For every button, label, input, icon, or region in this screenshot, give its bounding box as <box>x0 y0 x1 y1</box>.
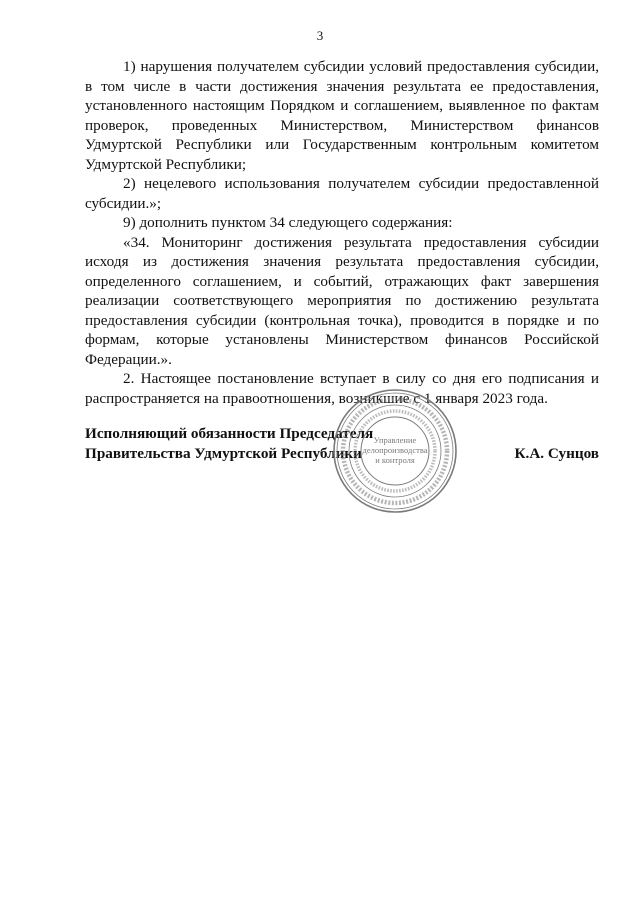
seal-inner-line-2: делопроизводства <box>362 445 428 455</box>
seal-inner-line-1: Управление <box>373 435 417 445</box>
page-number: 3 <box>316 28 324 43</box>
paragraph-effective-date: 2. Настоящее постановление вступает в силу со дня его подписания и распространяется на правоотношения, возникшие с 1 января 2023 года. <box>85 370 599 407</box>
signatory-position-line-2: Правительства Удмуртской Республики <box>85 444 362 462</box>
paragraph-item-2: 2) нецелевого использования получателем субсидии предоставленной субсидии.»; <box>85 175 599 212</box>
signatory-position-line-1: Исполняющий обязанности Председателя <box>85 425 374 442</box>
paragraph-point-34: «34. Мониторинг достижения результата предоставления субсидии исходя из достижения значения результата предоставления субсидии, определенного соглашением, и событий, отражающих факт завершения реализации соответствующего мероприятия по достижению результата предоставления субсидии (контрольная точка), проводится в порядке и по формам, которые установлены Министерством финансов Российской Федерации.». <box>85 233 599 368</box>
official-seal-stamp <box>331 387 459 515</box>
document-body <box>85 57 599 408</box>
signatory-name: К.А. Сунцов <box>514 444 599 462</box>
paragraph-item-1: 1) нарушения получателем субсидии условий предоставления субсидии, в том числе в части достижения значения результата ее предоставления, установленного настоящим Порядком и соглашением, выявленное по фактам проверок, проведенных Министерством, Министерством финансов Удмуртской Республики или Государственным контрольным комитетом Удмуртской Республики; <box>85 58 599 173</box>
paragraph-item-9: 9) дополнить пунктом 34 следующего содержания: <box>123 214 453 231</box>
seal-inner-line-3: и контроля <box>375 455 415 465</box>
